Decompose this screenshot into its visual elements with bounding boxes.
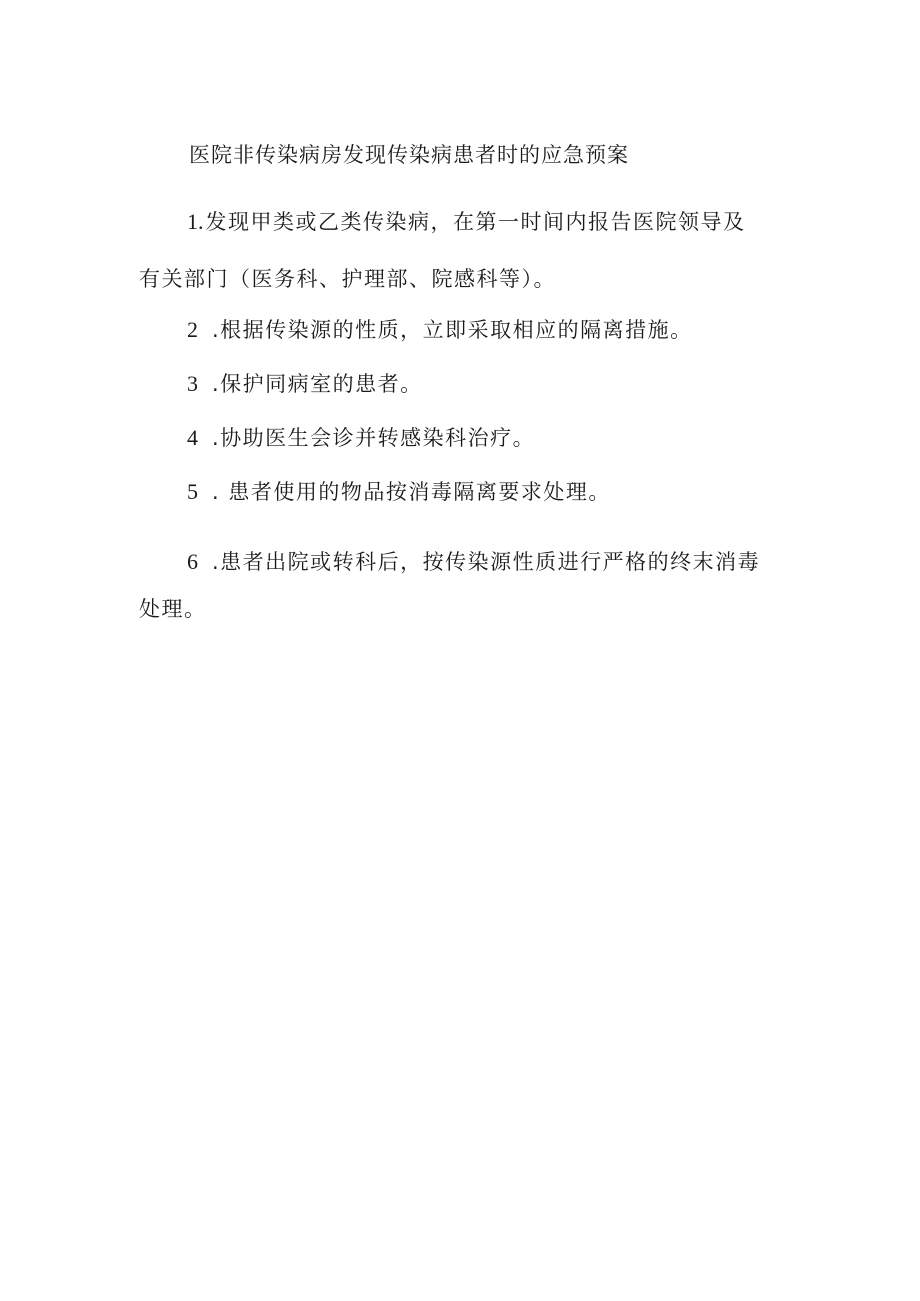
list-item-4 (139, 427, 779, 449)
item-number: 6 (187, 549, 198, 574)
item-text-line1: .患者出院或转科后，按传染源性质进行严格的终末消毒 (212, 550, 761, 574)
item-number: 1. (187, 209, 204, 234)
item-text: .保护同病室的患者。 (212, 372, 423, 396)
item-number: 3 (187, 371, 198, 396)
item-text-line2: 处理。 (139, 597, 207, 621)
item-text: .协助医生会诊并转感染科治疗。 (212, 426, 536, 450)
document-title: 医院非传染病房发现传染病患者时的应急预案 (189, 143, 629, 167)
item-number: 2 (187, 317, 198, 342)
list-item-3 (139, 373, 779, 395)
item-number: 4 (187, 425, 198, 450)
list-item-5 (139, 481, 779, 503)
item-number: 5 (187, 479, 198, 504)
list-item-6 (139, 551, 779, 621)
list-item-2 (139, 319, 779, 341)
item-text: .根据传染源的性质，立即采取相应的隔离措施。 (212, 318, 693, 342)
item-text: . 患者使用的物品按消毒隔离要求处理。 (212, 480, 611, 504)
item-text-line2: 有关部门（医务科、护理部、院感科等）。 (139, 267, 556, 291)
item-text-line1: 发现甲类或乙类传染病，在第一时间内报告医院领导及 (205, 210, 746, 234)
list-item-1 (139, 211, 779, 291)
